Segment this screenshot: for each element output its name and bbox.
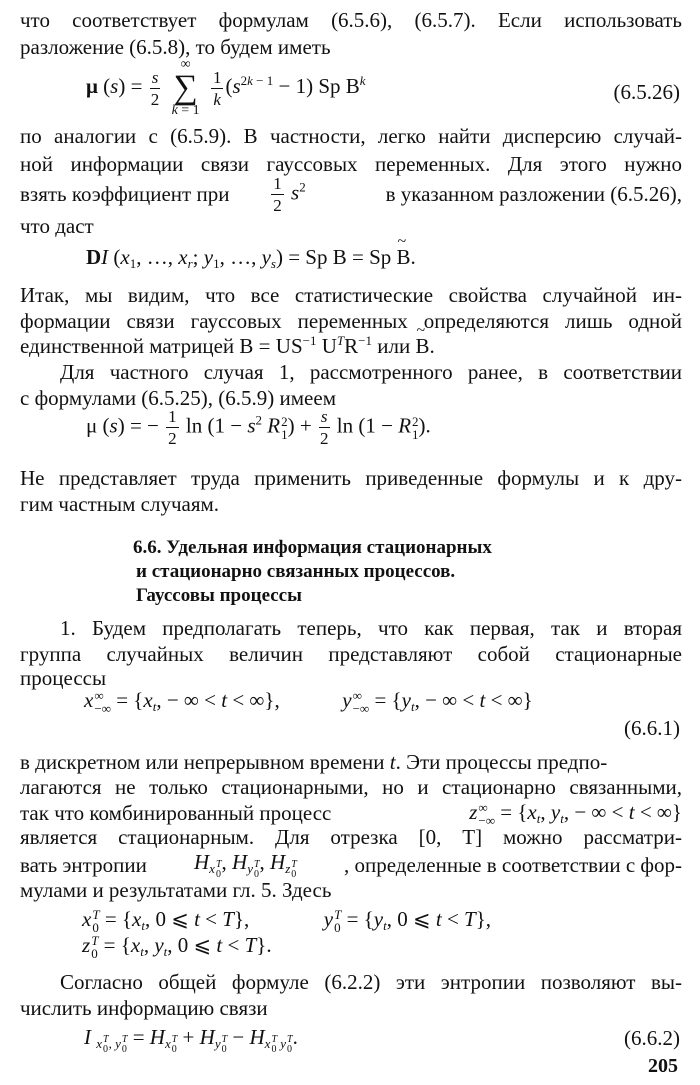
text-line: Не представляет труда применить приведенные формулы и к дру- xyxy=(20,466,682,490)
text-fragment: в указанном разложении (6.5.26), xyxy=(385,182,682,206)
text-line: Для частного случая 1, рассмотренного ранее, в соответствии xyxy=(60,360,682,384)
text-line: разложение (6.5.8), то будем иметь xyxy=(20,35,331,59)
text-fragment: или xyxy=(377,334,411,358)
heading-line: 6.6. Удельная информация стационарных xyxy=(133,537,492,558)
text-line: Согласно общей формуле (6.2.2) эти энтропии позволяют вы- xyxy=(60,970,682,994)
equation-6-6-1: x ∞ −∞ = {$x_t$, − ∞ < t < ∞}, y ∞ −∞ = {$y_t$, − ∞ < t < ∞} xyxy=(84,688,533,717)
equation-number: (6.6.1) xyxy=(624,716,680,740)
text-line: формации связи гауссовых переменных определяются лишь одной xyxy=(20,309,682,333)
text-line: что даст xyxy=(20,214,94,238)
equation-segments: x T 0 = {$x_t$, 0 ⩽ t < T}, y T 0 = {$y_t$, 0 ⩽ t < T}, xyxy=(82,907,492,936)
equation-6-5-26: μ (s) = $\frac{s}{2}$ ∞ ∑ k = 1 $\frac{1}{k}$ $(s^{2k - 1} - 1)$ Sp $B^k$ xyxy=(86,57,366,119)
text-line: является стационарным. Для отрезка [0, T] можно рассматри- xyxy=(20,825,682,849)
text-fragment: , определенные в соответствии с фор- xyxy=(344,852,682,877)
text-line: в дискретном или непрерывном времени t. Эти процессы предпо- xyxy=(20,750,608,774)
section-heading xyxy=(133,536,593,607)
text-line: ной информации связи гауссовых переменных. Для этого нужно xyxy=(20,152,682,176)
text-line: группа случайных величин представляют собой стационарные xyxy=(20,642,682,666)
text-line: так что комбинированный процесс z ∞ −∞ = {$x_t$, $y_t$, − ∞ < t < ∞} xyxy=(20,800,682,829)
heading-line: и стационарно связанных процессов. xyxy=(136,560,456,582)
text-fragment: взять коэффициент при xyxy=(20,182,230,206)
text-line: процессы xyxy=(20,666,107,690)
heading-line: Гауссовы процессы xyxy=(136,584,302,606)
equation-6-6-2: I $_{x T 0 , y T 0}$ = $H_{x T 0}$ + $H_{y T 0}$ − $H_{x T 0 y T 0}$ . xyxy=(84,1025,298,1056)
equation-number: (6.5.26) xyxy=(613,80,680,104)
page-number: 205 xyxy=(648,1055,678,1077)
text-line: по аналогии с (6.5.9). В частности, легко найти дисперсию случай- xyxy=(20,124,682,148)
text-fragment: . Эти процессы предпо- xyxy=(395,750,608,774)
text-fragment: вать энтропии xyxy=(20,852,147,877)
equation-number: (6.6.2) xyxy=(624,1026,680,1050)
equation-segments: z T 0 = {$x_t$, $y_t$, 0 ⩽ t < T}. xyxy=(82,933,272,962)
text-line: взять коэффициент при $\frac{1}{2}$ $s^2$ в указанном разложении (6.5.26), xyxy=(20,174,682,215)
equation-mu: μ (s) = − $\frac{1}{2}$ $\ln (1 - s^2$ R 2 1 ) + $\frac{s}{2}$ ln (1 − R 2 1 ). xyxy=(86,407,431,448)
equation-variance: DI ($x_1$, …, $x_r$; $y_1$, …, $y_s) = Sp$ B = Sp ~ B. xyxy=(86,245,416,270)
text-line: вать энтропии $H_{x T 0}$ , $H_{y T 0}$ , $H_{z T 0}$ , определенные в соответствии с фор- xyxy=(20,850,682,881)
text-line: с формулами (6.5.25), (6.5.9) имеем xyxy=(20,386,336,410)
text-line: гим частным случаям. xyxy=(20,492,220,516)
text-line: что соответствует формулам (6.5.6), (6.5.7). Если использовать xyxy=(20,8,682,32)
text-line: Итак, мы видим, что все статистические свойства случайной ин- xyxy=(20,283,682,307)
text-fragment: в дискретном или непрерывном времени xyxy=(20,750,385,774)
text-fragment: единственной матрицей B = US xyxy=(20,334,303,358)
text-line: единственной матрицей $B = US^{-1}$ $U^TR^{-1}$ или ~ B. xyxy=(20,334,435,359)
text-line: мулами и результатами гл. 5. Здесь xyxy=(20,878,332,902)
text-line: лагаются не только стационарными, но и стационарно связанными, xyxy=(20,775,682,799)
text-fragment: так что комбинированный процесс xyxy=(20,801,332,826)
text-line: 1. Будем предполагать теперь, что как первая, так и вторая xyxy=(60,616,682,640)
text-line: числить информацию связи xyxy=(20,996,268,1020)
